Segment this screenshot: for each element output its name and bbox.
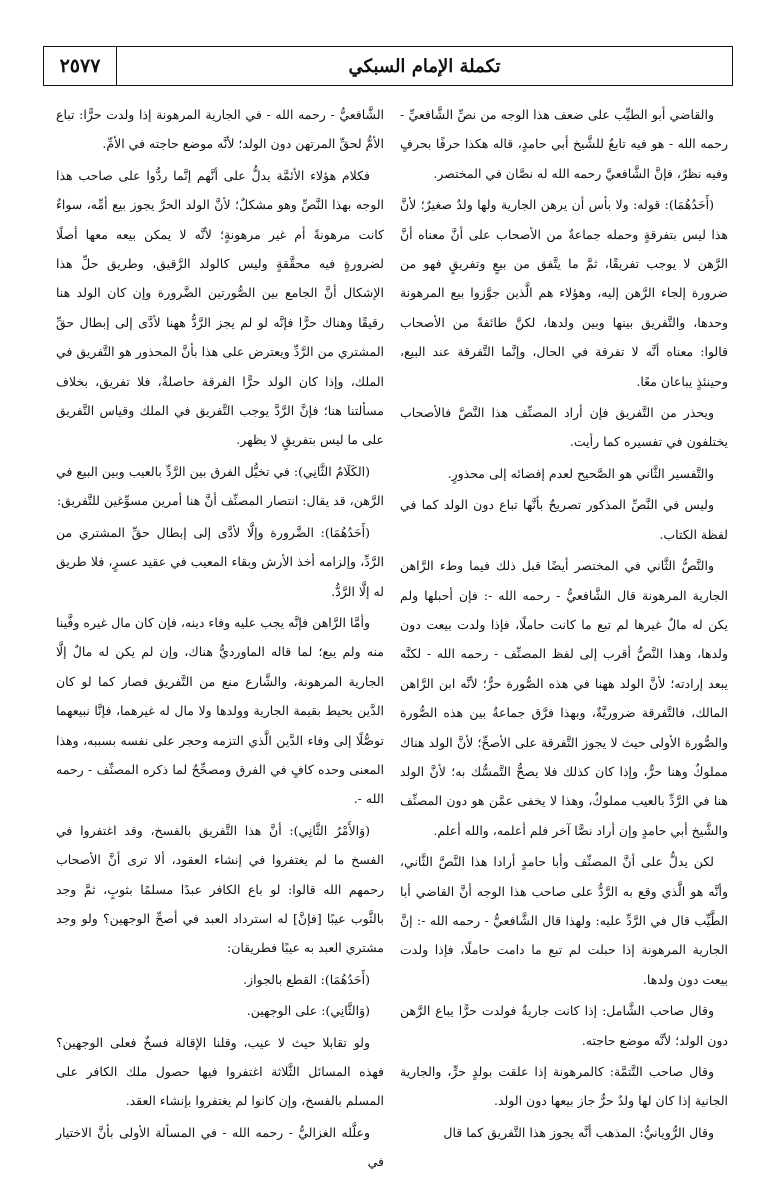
paragraph: ويحذر من التَّفريق فإن أراد المصنِّف هذا النَّصَّ فالأصحاب يختلفون في تفسيره كما رأيت. bbox=[400, 405, 728, 450]
right-column bbox=[400, 100, 728, 1140]
paragraph: لكن يدلُّ على أنَّ المصنِّف وأبا حامدٍ أرادا هذا النَّصَّ الثَّاني، وأنَّه هو الَّذي وقع به الرَّدُّ على صاحب هذا الوجه أنَّ القاضي أبا الطَّيِّب قال في الرَّدِّ عليه: ولهذا قال الشَّافعيُّ - رحمه الله -: إنَّ الجارية المرهونة إذا حبلت لم تبع ما دامت حاملًا، فإذا ولدت بيعت دون ولدها. bbox=[400, 854, 728, 987]
paragraph: وقال الرُّويانيُّ: المذهب أنَّه يجوز هذا التَّفريق كما قال bbox=[443, 1124, 714, 1140]
paragraph: والنَّصُّ الثَّاني في المختصر أيضًا قبل ذلك فيما وطء الرَّاهن الجارية المرهونة قال الشَّافعيُّ - رحمه الله -: فإن أحبلها ولم يكن له مالٌ غيرها لم تبع ما كانت حاملًا، فإذا ولدت بيعت دون ولدها، وهذا النَّصُّ أقرب إلى لفظ المصنِّف - رحمه الله - لكنَّه يبعد إرادته؛ لأنَّ الولد ههنا في هذه الصُّورة حرٌّ؛ لأنَّه ابن الرَّاهن المالك، فالتَّفرقة ضروريَّةٌ، وبهذا فرَّق جماعةٌ بين هذه الصُّورة والصُّورة الأولى حيث لا يجوز التَّفرقة على الأصحِّ؛ لأنَّ الولد هناك مملوكٌ وهنا حرٌّ، وإذا كان كذلك فلا يصحُّ التَّمسُّك به؛ لأنَّ الولد هنا في الرَّدِّ بالعيب مملوكٌ، وهذا لا يخفى عمَّن هو دون المصنِّف والشَّيخ أبي حامدٍ وإن أراد نصًّا آخر فلم أعلمه، والله أعلم. bbox=[400, 558, 728, 838]
paragraph: (الكَلَامُ الثَّانِي): في تخيُّل الفرق بين الرَّدِّ بالعيب وبين البيع في الرَّهن، قد يقال: انتصار المصنِّف أنَّ هنا أمرين مسوِّغين للتَّفريق: bbox=[56, 463, 384, 509]
page-header bbox=[43, 46, 733, 86]
paragraph: (أَحَدُهُمَا): الضَّرورة وإلَّا لأدَّى إلى إبطال حقِّ المشتري من الرَّدِّ، وإلزامه أخذ الأرش وبقاء المعيب في عقيد عسرٍ، فلا طريق له إلَّا الرَّدُّ. bbox=[56, 524, 384, 599]
paragraph: وليس في النَّصِّ المذكور تصريحٌ بأنَّها تباع دون الولد كما في لفظة الكتاب. bbox=[400, 497, 728, 542]
paragraph: الشَّافعيُّ - رحمه الله - في الجارية المرهونة إذا ولدت حرًّا: تباع الأمُّ لحقِّ المرتهن دون الولد؛ لأنَّه موضع حاجته في الأمِّ. bbox=[56, 107, 384, 152]
paragraph: وقال صاحب الشَّامل: إذا كانت جاريةٌ فولدت حرًّا يباع الرَّهن دون الولد؛ لأنَّه موضع حاجته. bbox=[400, 1003, 728, 1048]
page-number: ٢٥٧٧ bbox=[44, 47, 117, 85]
paragraph: (وَالثَّانِي): على الوجهين. bbox=[246, 1003, 370, 1019]
paragraph: فكلام هؤلاء الأئمَّة يدلُّ على أنَّهم إنَّما ردُّوا على صاحب هذا الوجه بهذا النَّصِّ وهو مشكلٌ؛ لأنَّ الولد الحرَّ يجوز بيع أمِّه، سواءٌ كانت مرهونةً أم غير مرهونةٍ؛ لأنَّه لا يمكن بيعه معها أصلًا لضرورةٍ فيه محقَّقةٍ وليس كالولد الرَّقيق، وطريق حلِّ هذا الإشكال أنَّ الجامع بين الصُّورتين الضَّرورة وإن كان الولد هنا رقيقًا وهناك حرًّا فإنَّه لو لم يجز الرَّدُّ ههنا لأدَّى إلى إبطال حقِّ المشتري من الرَّدِّ ويعترض على هذا بأنَّ المحذور هو التَّفريق في الملك، وإذا كان الولد حرًّا الفرقة حاصلةٌ، فلا تفريق، بخلاف مسألتنا هنا؛ فإنَّ الرَّدَّ يوجب التَّفريق في الملك وقياس التَّفريق على ما ليس بتفريقٍ لا يظهر. bbox=[56, 167, 384, 448]
paragraph: (أَحَدُهُمَا): القطع بالجواز. bbox=[243, 971, 370, 987]
paragraph: (أَحَدُهُمَا): قوله: ولا بأس أن يرهن الجارية ولها ولدٌ صغيرٌ؛ لأنَّ هذا ليس بتفرقةٍ وحمله جماعةٌ من الأصحاب على أنَّ معناه أنَّ الرَّهن لا يوجب تفريقًا، ثمَّ ما يتَّفق من بيعٍ وتفريقٍ فهو من ضرورة إلجاء الرَّهن إليه، وهؤلاء هم الَّذين جوَّزوا بيع المرهونة وحدها، والتَّفريق بينها وبين ولدها، لكنَّ طائفةً من الأصحاب قالوا: معناه أنَّه لا تفرقة في الحال، وإنَّما التَّفرقة عند البيع، وحينئذٍ يباعان معًا. bbox=[400, 197, 728, 389]
left-column bbox=[56, 100, 384, 1170]
paragraph: (وَالأَمْرُ الثَّانِي): أنَّ هذا التَّفريق بالفسخ، وقد اغتفروا في الفسخ ما لم يغتفروا في إنشاء العقود، ألا ترى أنَّ الأصحاب رحمهم الله قالوا: لو باع الكافر عبدًا مسلمًا بثوبٍ، ثمَّ وجد بالثَّوب عيبًا [فإنَّ] له استرداد العبد في أصحِّ الوجهين؟ ولو وجد مشتري العبد به عيبًا فطريقان: bbox=[56, 822, 384, 956]
paragraph: ولو تقابلا حيث لا عيب، وقلنا الإقالة فسخٌ فعلى الوجهين؟ فهذه المسائل الثَّلاثة اغتفروا فيها حصول ملك الكافر على المسلم بالفسخ، وإن كانوا لم يغتفروا بإنشاء العقد. bbox=[56, 1034, 384, 1109]
paragraph: وعلَّله الغزاليُّ - رحمه الله - في المسألة الأولى بأنَّ الاختيار في bbox=[56, 1124, 384, 1170]
running-title: تكملة الإمام السبكي bbox=[348, 55, 501, 77]
paragraph: والتَّفسير الثَّاني هو الصَّحيح لعدم إفضائه إلى محذورٍ. bbox=[447, 465, 714, 481]
paragraph: وأمَّا الرَّاهن فإنَّه يجب عليه وفاء دينه، فإن كان مال غيره وفَّينا منه ولم يبع؛ لما قاله الماورديُّ هناك، وإن لم يكن له مالٌ إلَّا الجارية المرهونة، والشَّارع منع من التَّفريق فصار كما لو كان الدَّين يحيط بقيمة الجارية وولدها ولا مال له غيرهما، فإنَّا نبيعهما توصُّلًا إلى وفاء الدَّين الَّذي التزمه وحجر على نفسه بسببه، وهذا المعنى وحده كافٍ في الفرق ومصحِّحٌ لما ذكره المصنِّف - رحمه الله -. bbox=[56, 614, 384, 807]
paragraph: والقاضي أبو الطيِّب على ضعف هذا الوجه من نصِّ الشَّافعيِّ - رحمه الله - هو فيه تابعٌ للشَّيخ أبي حامدٍ، قاله هكذا حرفًا بحرفٍ وفيه نظرٌ، فإنَّ الشَّافعيَّ رحمه الله له نصَّان في المختصر. bbox=[400, 107, 728, 181]
paragraph: وقال صاحب التَّتمَّة: كالمرهونة إذا علقت بولدٍ حرٍّ، والجارية الجانية إذا كان لها ولدٌ حرٌّ جاز بيعها دون الولد. bbox=[400, 1064, 728, 1109]
